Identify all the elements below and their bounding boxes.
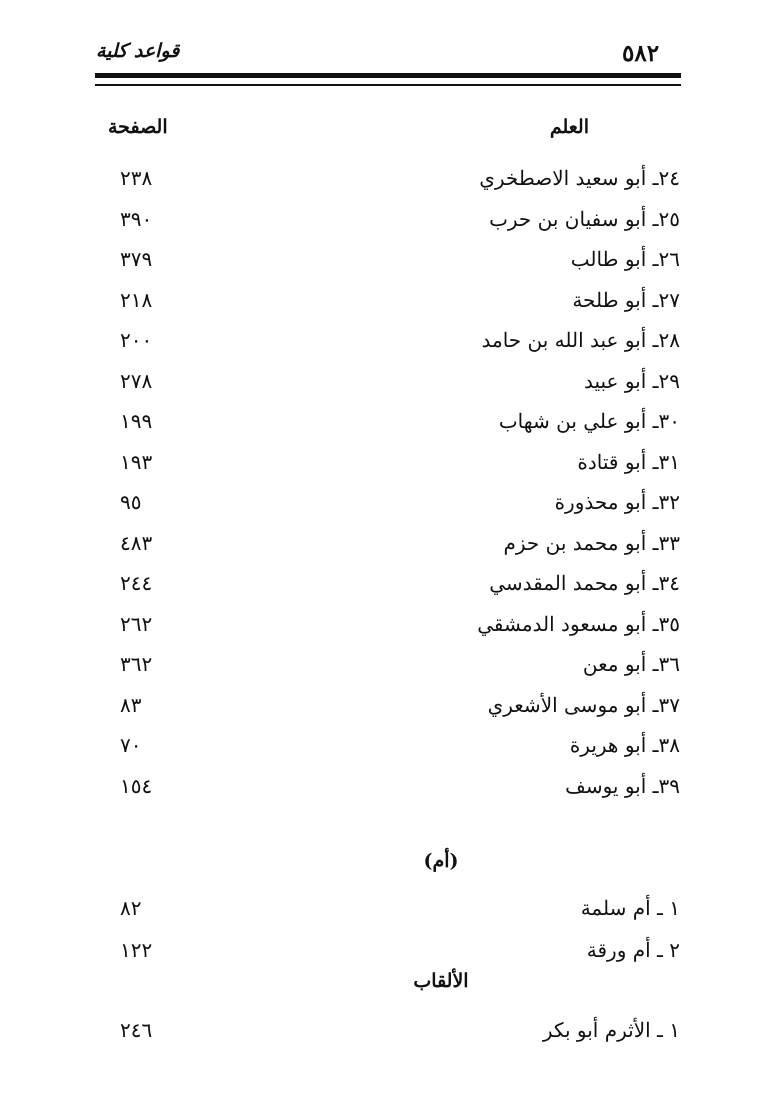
entry-page-number: ٣٩٠	[120, 206, 153, 231]
index-entry-row	[0, 644, 762, 684]
entry-name: ١ ـ الأثرم أبو بكر	[542, 1018, 680, 1042]
index-entry-row	[0, 361, 762, 401]
index-entry-row	[0, 725, 762, 765]
entry-page-number: ١٥٤	[120, 773, 153, 798]
entry-page-number: ٢١٨	[120, 287, 153, 312]
entry-name: ٢٦ـ أبو طالب	[570, 247, 680, 271]
entry-page-number: ٢٧٨	[120, 368, 153, 393]
entry-name: ٢٨ـ أبو عبد الله بن حامد	[481, 328, 680, 352]
index-entry-row	[0, 523, 762, 563]
entry-page-number: ٢٣٨	[120, 166, 153, 190]
index-entry-row	[0, 158, 762, 198]
entry-page-number: ٧٠	[120, 733, 142, 757]
section-heading-alqab: الألقاب	[413, 970, 469, 992]
entry-name: ٢٧ـ أبو طلحة	[572, 287, 680, 312]
entry-name: ٣١ـ أبو قتادة	[577, 449, 680, 474]
index-entry-row	[0, 239, 762, 279]
index-entry-row	[0, 930, 762, 970]
page-number: ٥٨٢	[622, 40, 660, 67]
entry-name: ٢٤ـ أبو سعيد الاصطخري	[479, 166, 680, 190]
entry-name: ٢٩ـ أبو عبيد	[583, 368, 680, 393]
entry-page-number: ٢٦٢	[120, 611, 153, 636]
entry-page-number: ١٩٩	[120, 409, 153, 433]
entry-page-number: ٨٣	[120, 692, 142, 717]
index-entry-row	[0, 482, 762, 522]
entry-page-number: ٣٦٢	[120, 652, 153, 676]
entry-page-number: ٨٢	[120, 896, 142, 920]
entry-page-number: ٢٤٤	[120, 571, 153, 595]
entry-name: ٣٥ـ أبو مسعود الدمشقي	[477, 611, 680, 636]
entry-page-number: ٩٥	[120, 490, 142, 514]
column-header-name: العلم	[549, 116, 589, 138]
entry-page-number: ٤٨٣	[120, 530, 153, 555]
entry-name: ٢٥ـ أبو سفيان بن حرب	[489, 206, 680, 231]
index-entry-row	[0, 199, 762, 239]
index-entry-row	[0, 401, 762, 441]
index-entry-row	[0, 888, 762, 928]
entry-name: ٣٣ـ أبو محمد بن حزم	[503, 530, 680, 555]
index-entry-row	[0, 1010, 762, 1050]
entry-name: ٣٠ـ أبو علي بن شهاب	[498, 409, 680, 433]
entry-name: ٣٢ـ أبو محذورة	[554, 490, 680, 514]
entry-name: ٢ ـ أم ورقة	[586, 938, 680, 962]
section-heading-umm: (أم)	[423, 850, 459, 872]
entry-name: ٣٨ـ أبو هريرة	[569, 733, 680, 757]
index-entry-row	[0, 604, 762, 644]
index-entry-row	[0, 442, 762, 482]
column-header-page: الصفحة	[108, 116, 168, 138]
index-entry-row	[0, 320, 762, 360]
entry-page-number: ١٩٣	[120, 449, 153, 474]
index-entry-row	[0, 685, 762, 725]
running-header-title: قواعد كلية	[96, 40, 180, 62]
entry-page-number: ٢٠٠	[120, 328, 153, 352]
entry-name: ٣٩ـ أبو يوسف	[565, 773, 680, 798]
entry-name: ٣٧ـ أبو موسى الأشعري	[487, 692, 680, 717]
entry-name: ١ ـ أم سلمة	[580, 896, 680, 920]
index-entry-row	[0, 563, 762, 603]
entry-page-number: ٣٧٩	[120, 247, 153, 271]
index-entry-row	[0, 766, 762, 806]
entry-page-number: ١٢٢	[120, 938, 153, 962]
entry-name: ٣٤ـ أبو محمد المقدسي	[489, 571, 680, 595]
entry-page-number: ٢٤٦	[120, 1018, 153, 1042]
entry-name: ٣٦ـ أبو معن	[582, 652, 680, 676]
index-entry-row	[0, 280, 762, 320]
